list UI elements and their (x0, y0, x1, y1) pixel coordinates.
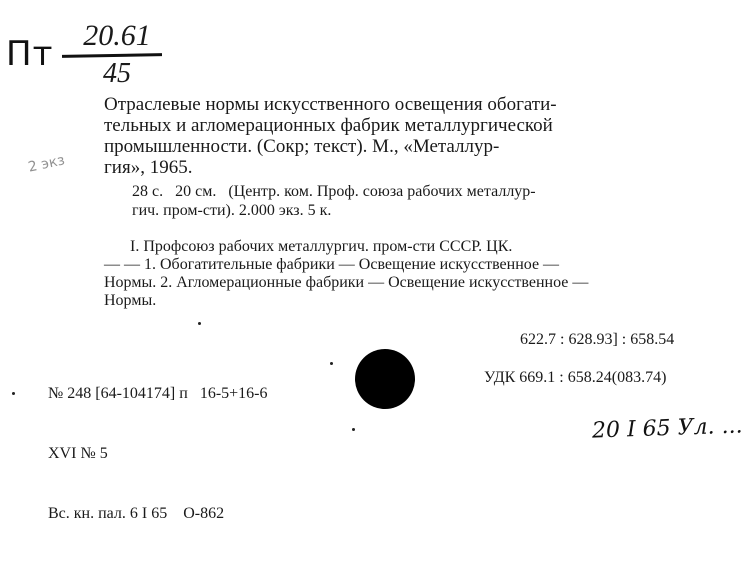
ink-speck (352, 428, 355, 431)
title-line: тельных и агломерационных фабрик металлургической (104, 115, 553, 136)
physical-description (132, 182, 717, 220)
shelf-mark-prefix: Пт (6, 34, 54, 74)
title-line: гия», 1965. (104, 157, 193, 178)
subject-line: Нормы. (104, 292, 157, 309)
shelf-mark-number-bottom: 45 (103, 58, 131, 89)
subject-line: — — 1. Обогатительные фабрики — Освещение искусственное — (104, 256, 560, 273)
udk-index: УДК 669.1 : 658.24(083.74) (484, 369, 667, 386)
classification-index: 622.7 : 628.93] : 658.54 (520, 331, 675, 348)
ink-speck (12, 392, 15, 395)
description-line: гич. пром-сти). 2.000 экз. 5 к. (132, 202, 332, 219)
meta-line: Вс. кн. пал. 6 I 65 О-862 (48, 505, 225, 522)
shelf-mark-number-top: 20.61 (83, 19, 151, 52)
subject-line: Нормы. 2. Агломерационные фабрики — Освещение искусственное — (104, 274, 589, 291)
meta-line: XVI № 5 (48, 445, 108, 462)
punch-hole (355, 349, 415, 409)
ink-speck (198, 322, 201, 325)
title-line: промышленности. (Сокр; текст). М., «Металлур- (104, 136, 500, 157)
pencil-note: 2 экз (26, 152, 67, 176)
title-line: Отраслевые нормы искусственного освещения обогати- (104, 94, 557, 115)
entry-title (104, 94, 716, 178)
handwritten-note: 20 I 65 Ул. ... (591, 413, 743, 444)
description-line: 28 с. 20 см. (Центр. ком. Проф. союза рабочих металлур- (132, 183, 536, 200)
ink-speck (330, 362, 333, 365)
subject-headings (104, 238, 716, 310)
registration-info (48, 344, 268, 564)
meta-line: № 248 [64-104174] п 16-5+16-6 (48, 385, 268, 402)
subject-line: I. Профсоюз рабочих металлургич. пром-сти СССР. ЦК. (130, 238, 513, 255)
shelf-mark-fraction (62, 20, 172, 89)
